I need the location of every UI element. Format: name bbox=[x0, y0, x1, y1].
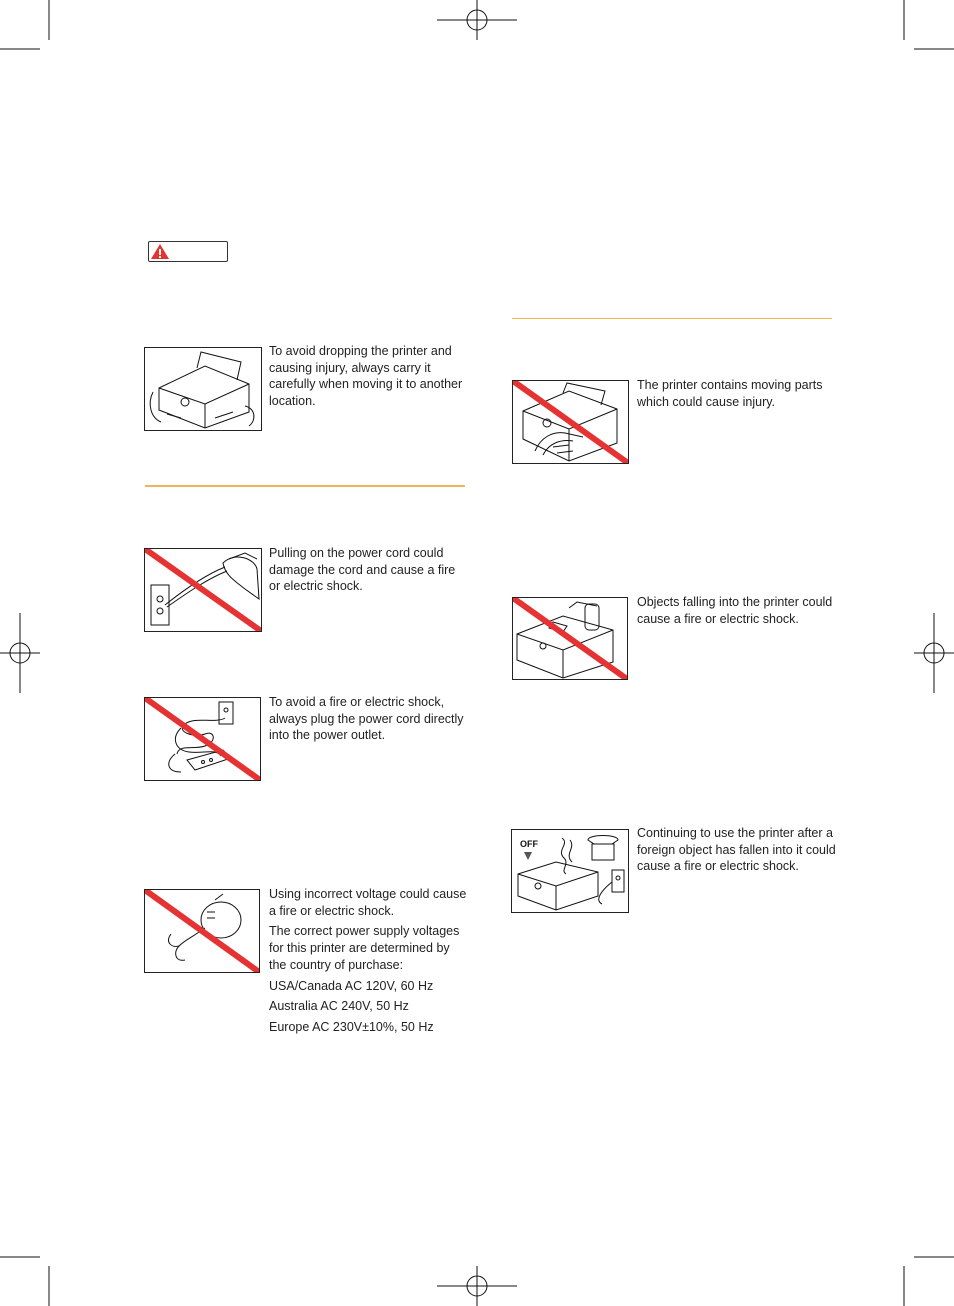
item-text-carry: To avoid dropping the printer and causing injury, always carry it carefully when moving it to another location. bbox=[269, 344, 463, 409]
off-label: OFF bbox=[520, 839, 538, 849]
warning-triangle-icon bbox=[149, 242, 171, 261]
extension-cord-prohibited-icon bbox=[144, 697, 261, 781]
section-rule-right bbox=[512, 318, 832, 319]
carry-printer-icon bbox=[144, 347, 262, 431]
section-rule-left bbox=[145, 485, 465, 487]
item-text-falling-objects: Objects falling into the printer could cause a fire or electric shock. bbox=[637, 595, 833, 626]
warning-badge bbox=[148, 241, 228, 262]
moving-parts-prohibited-icon bbox=[512, 380, 629, 464]
wrong-voltage-prohibited-icon bbox=[144, 889, 260, 973]
falling-objects-prohibited-icon bbox=[512, 597, 628, 680]
item-text-pull-cord: Pulling on the power cord could damage the cord and cause a fire or electric shock. bbox=[269, 546, 456, 594]
item-text-voltage: Using incorrect voltage could cause a fire or electric shock. The correct power supply voltages for this printer are determined by the country of purchase: USA/Canada AC 120V, 60 Hz Australia AC 240V, 50 Hz Europe AC 230V±10%, 50 Hz bbox=[269, 887, 467, 1034]
item-text-extension-cord: To avoid a fire or electric shock, always plug the power cord directly into the power outlet. bbox=[269, 695, 464, 743]
down-arrow-icon bbox=[524, 852, 532, 860]
item-text-moving-parts: The printer contains moving parts which could cause injury. bbox=[637, 378, 823, 409]
power-off-smoke-icon bbox=[511, 829, 629, 913]
item-text-foreign-object: Continuing to use the printer after a foreign object has fallen into it could cause a fire or electric shock. bbox=[637, 826, 836, 874]
pull-cord-prohibited-icon bbox=[144, 548, 262, 632]
